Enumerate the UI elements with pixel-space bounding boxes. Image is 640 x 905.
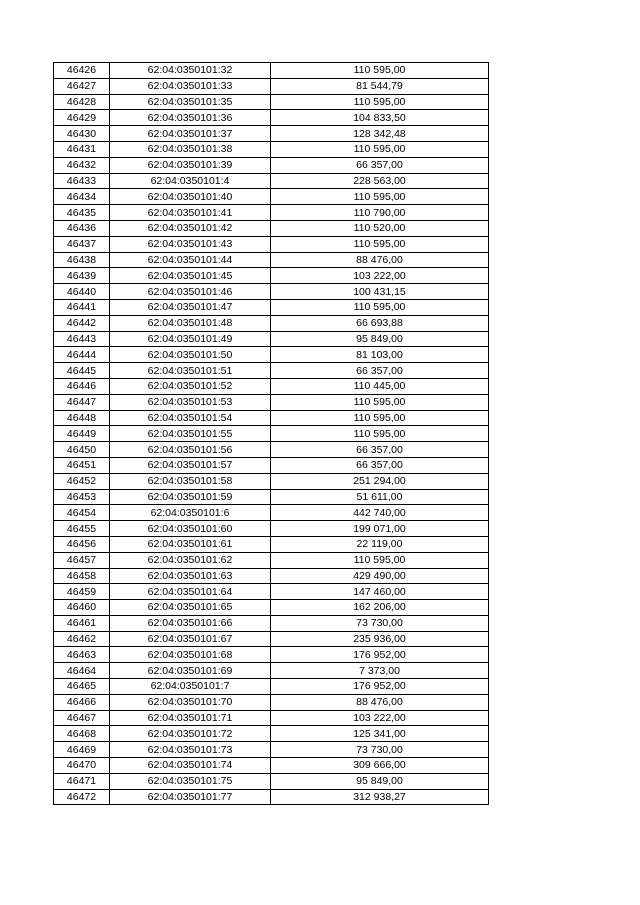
row-number-cell: 46451 xyxy=(54,457,110,473)
cadastral-value-cell: 22 119,00 xyxy=(271,536,489,552)
table-row xyxy=(54,457,489,473)
cadastral-value-cell: 104 833,50 xyxy=(271,110,489,126)
row-number-cell: 46434 xyxy=(54,189,110,205)
table-row xyxy=(54,189,489,205)
cadastral-value-cell: 110 595,00 xyxy=(271,236,489,252)
cadastral-value-cell: 128 342,48 xyxy=(271,126,489,142)
row-number-cell: 46433 xyxy=(54,173,110,189)
cadastral-number-cell: 62:04:0350101:74 xyxy=(110,758,271,774)
table-row xyxy=(54,694,489,710)
row-number-cell: 46465 xyxy=(54,679,110,695)
cadastral-number-cell: 62:04:0350101:62 xyxy=(110,552,271,568)
cadastral-number-cell: 62:04:0350101:54 xyxy=(110,410,271,426)
row-number-cell: 46435 xyxy=(54,205,110,221)
table-row xyxy=(54,489,489,505)
table-row xyxy=(54,78,489,94)
row-number-cell: 46462 xyxy=(54,631,110,647)
table-body xyxy=(54,63,489,805)
row-number-cell: 46426 xyxy=(54,63,110,79)
table-row xyxy=(54,63,489,79)
cadastral-number-cell: 62:04:0350101:67 xyxy=(110,631,271,647)
cadastral-value-cell: 110 520,00 xyxy=(271,220,489,236)
table-row xyxy=(54,552,489,568)
row-number-cell: 46428 xyxy=(54,94,110,110)
cadastral-number-cell: 62:04:0350101:56 xyxy=(110,442,271,458)
cadastral-number-cell: 62:04:0350101:72 xyxy=(110,726,271,742)
row-number-cell: 46454 xyxy=(54,505,110,521)
row-number-cell: 46455 xyxy=(54,521,110,537)
row-number-cell: 46464 xyxy=(54,663,110,679)
table-row xyxy=(54,600,489,616)
cadastral-number-cell: 62:04:0350101:66 xyxy=(110,615,271,631)
cadastral-value-cell: 110 595,00 xyxy=(271,94,489,110)
cadastral-value-cell: 103 222,00 xyxy=(271,710,489,726)
table-row xyxy=(54,521,489,537)
row-number-cell: 46432 xyxy=(54,157,110,173)
row-number-cell: 46459 xyxy=(54,584,110,600)
cadastral-number-cell: 62:04:0350101:55 xyxy=(110,426,271,442)
cadastral-value-cell: 125 341,00 xyxy=(271,726,489,742)
cadastral-number-cell: 62:04:0350101:37 xyxy=(110,126,271,142)
cadastral-number-cell: 62:04:0350101:73 xyxy=(110,742,271,758)
cadastral-number-cell: 62:04:0350101:61 xyxy=(110,536,271,552)
row-number-cell: 46439 xyxy=(54,268,110,284)
row-number-cell: 46445 xyxy=(54,363,110,379)
row-number-cell: 46470 xyxy=(54,758,110,774)
cadastral-value-cell: 103 222,00 xyxy=(271,268,489,284)
table-row xyxy=(54,268,489,284)
cadastral-value-cell: 7 373,00 xyxy=(271,663,489,679)
row-number-cell: 46430 xyxy=(54,126,110,142)
table-row xyxy=(54,442,489,458)
cadastral-number-cell: 62:04:0350101:47 xyxy=(110,299,271,315)
row-number-cell: 46446 xyxy=(54,378,110,394)
cadastral-value-cell: 51 611,00 xyxy=(271,489,489,505)
cadastral-number-cell: 62:04:0350101:42 xyxy=(110,220,271,236)
cadastral-value-cell: 110 595,00 xyxy=(271,394,489,410)
cadastral-number-cell: 62:04:0350101:52 xyxy=(110,378,271,394)
cadastral-value-cell: 66 357,00 xyxy=(271,457,489,473)
cadastral-value-cell: 110 445,00 xyxy=(271,378,489,394)
row-number-cell: 46450 xyxy=(54,442,110,458)
table-row xyxy=(54,205,489,221)
row-number-cell: 46438 xyxy=(54,252,110,268)
table-row xyxy=(54,710,489,726)
table-row xyxy=(54,236,489,252)
cadastral-number-cell: 62:04:0350101:71 xyxy=(110,710,271,726)
cadastral-number-cell: 62:04:0350101:38 xyxy=(110,141,271,157)
cadastral-number-cell: 62:04:0350101:43 xyxy=(110,236,271,252)
row-number-cell: 46443 xyxy=(54,331,110,347)
cadastral-value-cell: 110 595,00 xyxy=(271,410,489,426)
table-row xyxy=(54,615,489,631)
cadastral-value-cell: 110 595,00 xyxy=(271,141,489,157)
row-number-cell: 46431 xyxy=(54,141,110,157)
table-row xyxy=(54,631,489,647)
table-row xyxy=(54,141,489,157)
cadastral-value-cell: 66 357,00 xyxy=(271,442,489,458)
row-number-cell: 46467 xyxy=(54,710,110,726)
cadastral-value-cell: 110 595,00 xyxy=(271,63,489,79)
cadastral-value-cell: 176 952,00 xyxy=(271,679,489,695)
table-row xyxy=(54,252,489,268)
row-number-cell: 46463 xyxy=(54,647,110,663)
cadastral-value-cell: 110 595,00 xyxy=(271,299,489,315)
row-number-cell: 46442 xyxy=(54,315,110,331)
table-row xyxy=(54,110,489,126)
row-number-cell: 46436 xyxy=(54,220,110,236)
cadastral-value-cell: 73 730,00 xyxy=(271,742,489,758)
cadastral-number-cell: 62:04:0350101:63 xyxy=(110,568,271,584)
cadastral-value-cell: 88 476,00 xyxy=(271,694,489,710)
cadastral-value-cell: 228 563,00 xyxy=(271,173,489,189)
table-row xyxy=(54,647,489,663)
cadastral-value-cell: 88 476,00 xyxy=(271,252,489,268)
cadastral-value-table xyxy=(53,62,489,805)
row-number-cell: 46448 xyxy=(54,410,110,426)
table-row xyxy=(54,284,489,300)
cadastral-number-cell: 62:04:0350101:44 xyxy=(110,252,271,268)
cadastral-value-cell: 176 952,00 xyxy=(271,647,489,663)
table-row xyxy=(54,94,489,110)
cadastral-number-cell: 62:04:0350101:59 xyxy=(110,489,271,505)
cadastral-number-cell: 62:04:0350101:7 xyxy=(110,679,271,695)
row-number-cell: 46468 xyxy=(54,726,110,742)
table-row xyxy=(54,173,489,189)
cadastral-number-cell: 62:04:0350101:36 xyxy=(110,110,271,126)
cadastral-number-cell: 62:04:0350101:32 xyxy=(110,63,271,79)
cadastral-value-cell: 235 936,00 xyxy=(271,631,489,647)
cadastral-number-cell: 62:04:0350101:75 xyxy=(110,773,271,789)
row-number-cell: 46458 xyxy=(54,568,110,584)
table-row xyxy=(54,584,489,600)
table-row xyxy=(54,363,489,379)
table-row xyxy=(54,789,489,805)
cadastral-value-cell: 100 431,15 xyxy=(271,284,489,300)
row-number-cell: 46460 xyxy=(54,600,110,616)
table-row xyxy=(54,410,489,426)
cadastral-number-cell: 62:04:0350101:65 xyxy=(110,600,271,616)
cadastral-number-cell: 62:04:0350101:64 xyxy=(110,584,271,600)
row-number-cell: 46447 xyxy=(54,394,110,410)
row-number-cell: 46457 xyxy=(54,552,110,568)
row-number-cell: 46440 xyxy=(54,284,110,300)
table-row xyxy=(54,679,489,695)
cadastral-number-cell: 62:04:0350101:60 xyxy=(110,521,271,537)
row-number-cell: 46449 xyxy=(54,426,110,442)
cadastral-value-cell: 95 849,00 xyxy=(271,773,489,789)
cadastral-value-cell: 110 595,00 xyxy=(271,552,489,568)
row-number-cell: 46466 xyxy=(54,694,110,710)
cadastral-value-cell: 110 595,00 xyxy=(271,426,489,442)
cadastral-number-cell: 62:04:0350101:53 xyxy=(110,394,271,410)
row-number-cell: 46461 xyxy=(54,615,110,631)
table-row xyxy=(54,426,489,442)
table-row xyxy=(54,126,489,142)
row-number-cell: 46469 xyxy=(54,742,110,758)
cadastral-number-cell: 62:04:0350101:58 xyxy=(110,473,271,489)
row-number-cell: 46453 xyxy=(54,489,110,505)
cadastral-number-cell: 62:04:0350101:57 xyxy=(110,457,271,473)
cadastral-value-cell: 81 544,79 xyxy=(271,78,489,94)
table-row xyxy=(54,299,489,315)
cadastral-number-cell: 62:04:0350101:35 xyxy=(110,94,271,110)
cadastral-number-cell: 62:04:0350101:48 xyxy=(110,315,271,331)
cadastral-value-cell: 251 294,00 xyxy=(271,473,489,489)
row-number-cell: 46456 xyxy=(54,536,110,552)
cadastral-number-cell: 62:04:0350101:70 xyxy=(110,694,271,710)
table-row xyxy=(54,726,489,742)
table-row xyxy=(54,663,489,679)
table-row xyxy=(54,568,489,584)
cadastral-value-cell: 309 666,00 xyxy=(271,758,489,774)
cadastral-value-cell: 66 357,00 xyxy=(271,157,489,173)
table-row xyxy=(54,758,489,774)
row-number-cell: 46427 xyxy=(54,78,110,94)
cadastral-number-cell: 62:04:0350101:51 xyxy=(110,363,271,379)
table-row xyxy=(54,347,489,363)
cadastral-number-cell: 62:04:0350101:41 xyxy=(110,205,271,221)
row-number-cell: 46441 xyxy=(54,299,110,315)
cadastral-value-cell: 147 460,00 xyxy=(271,584,489,600)
row-number-cell: 46471 xyxy=(54,773,110,789)
cadastral-number-cell: 62:04:0350101:39 xyxy=(110,157,271,173)
cadastral-value-cell: 95 849,00 xyxy=(271,331,489,347)
table-row xyxy=(54,473,489,489)
cadastral-number-cell: 62:04:0350101:46 xyxy=(110,284,271,300)
table-row xyxy=(54,331,489,347)
cadastral-number-cell: 62:04:0350101:33 xyxy=(110,78,271,94)
cadastral-value-cell: 162 206,00 xyxy=(271,600,489,616)
cadastral-number-cell: 62:04:0350101:40 xyxy=(110,189,271,205)
row-number-cell: 46437 xyxy=(54,236,110,252)
cadastral-value-cell: 66 693,88 xyxy=(271,315,489,331)
cadastral-value-cell: 66 357,00 xyxy=(271,363,489,379)
row-number-cell: 46429 xyxy=(54,110,110,126)
cadastral-number-cell: 62:04:0350101:50 xyxy=(110,347,271,363)
cadastral-number-cell: 62:04:0350101:69 xyxy=(110,663,271,679)
cadastral-value-cell: 110 790,00 xyxy=(271,205,489,221)
cadastral-value-cell: 73 730,00 xyxy=(271,615,489,631)
table-row xyxy=(54,394,489,410)
table-row xyxy=(54,157,489,173)
table-row xyxy=(54,315,489,331)
row-number-cell: 46452 xyxy=(54,473,110,489)
table-row xyxy=(54,742,489,758)
cadastral-number-cell: 62:04:0350101:77 xyxy=(110,789,271,805)
row-number-cell: 46472 xyxy=(54,789,110,805)
cadastral-value-cell: 199 071,00 xyxy=(271,521,489,537)
cadastral-number-cell: 62:04:0350101:45 xyxy=(110,268,271,284)
cadastral-number-cell: 62:04:0350101:6 xyxy=(110,505,271,521)
cadastral-value-cell: 110 595,00 xyxy=(271,189,489,205)
cadastral-value-cell: 429 490,00 xyxy=(271,568,489,584)
cadastral-value-cell: 442 740,00 xyxy=(271,505,489,521)
cadastral-value-cell: 81 103,00 xyxy=(271,347,489,363)
table-row xyxy=(54,536,489,552)
table-row xyxy=(54,220,489,236)
table-row xyxy=(54,378,489,394)
cadastral-value-cell: 312 938,27 xyxy=(271,789,489,805)
row-number-cell: 46444 xyxy=(54,347,110,363)
cadastral-number-cell: 62:04:0350101:68 xyxy=(110,647,271,663)
cadastral-number-cell: 62:04:0350101:49 xyxy=(110,331,271,347)
table-row xyxy=(54,505,489,521)
table-row xyxy=(54,773,489,789)
cadastral-number-cell: 62:04:0350101:4 xyxy=(110,173,271,189)
